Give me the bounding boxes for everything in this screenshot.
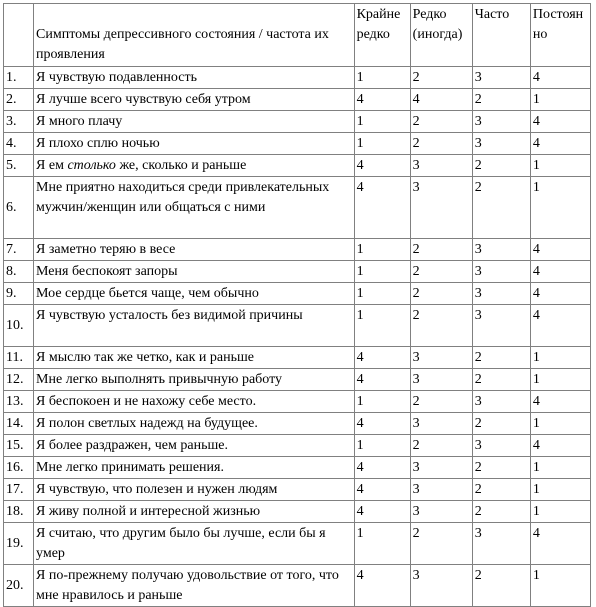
score-cell: 3 xyxy=(472,305,530,347)
score-cell: 1 xyxy=(354,283,410,305)
score-cell: 3 xyxy=(410,479,472,501)
symptom-text-part: Мне легко выполнять привычную работу xyxy=(36,372,283,387)
score-cell: 4 xyxy=(354,89,410,111)
score-cell: 2 xyxy=(410,239,472,261)
table-row xyxy=(4,565,591,607)
symptom-text xyxy=(34,501,355,523)
symptom-text-part: Я ем xyxy=(36,158,68,173)
symptom-text xyxy=(34,111,355,133)
score-cell: 1 xyxy=(530,89,590,111)
score-cell: 3 xyxy=(472,133,530,155)
symptom-text-part: Я чувствую подавленность xyxy=(36,70,197,85)
score-cell: 4 xyxy=(354,565,410,607)
symptom-text-part: Я мыслю так же четко, как и раньше xyxy=(36,350,254,365)
symptom-text-part: Меня беспокоят запоры xyxy=(36,264,178,279)
score-cell: 1 xyxy=(354,435,410,457)
score-cell: 2 xyxy=(410,283,472,305)
score-cell: 3 xyxy=(410,413,472,435)
score-cell: 4 xyxy=(354,347,410,369)
table-row xyxy=(4,133,591,155)
table-row xyxy=(4,177,591,239)
score-cell: 1 xyxy=(530,501,590,523)
score-cell: 1 xyxy=(354,111,410,133)
symptom-text-part: Я много плачу xyxy=(36,114,123,129)
score-cell: 3 xyxy=(410,177,472,239)
table-row xyxy=(4,457,591,479)
symptom-text xyxy=(34,369,355,391)
row-number: 12. xyxy=(4,369,34,391)
row-number: 20. xyxy=(4,565,34,607)
row-number: 4. xyxy=(4,133,34,155)
score-cell: 3 xyxy=(410,457,472,479)
row-number: 18. xyxy=(4,501,34,523)
table-row xyxy=(4,479,591,501)
score-cell: 1 xyxy=(530,565,590,607)
score-cell: 4 xyxy=(354,457,410,479)
symptom-text-part: Мне приятно находиться среди привлекательных мужчин/женщин или общаться с ними xyxy=(36,180,330,215)
table-row xyxy=(4,413,591,435)
score-cell: 1 xyxy=(354,67,410,89)
score-cell: 1 xyxy=(530,347,590,369)
symptom-text xyxy=(34,283,355,305)
row-number: 6. xyxy=(4,177,34,239)
score-cell: 2 xyxy=(472,479,530,501)
score-cell: 1 xyxy=(530,369,590,391)
score-cell: 1 xyxy=(354,523,410,565)
row-number: 17. xyxy=(4,479,34,501)
score-cell: 4 xyxy=(530,305,590,347)
score-cell: 2 xyxy=(472,89,530,111)
score-cell: 3 xyxy=(472,391,530,413)
score-cell: 3 xyxy=(410,347,472,369)
header-col-constantly: Постоянно xyxy=(530,4,590,67)
score-cell: 4 xyxy=(530,261,590,283)
score-cell: 2 xyxy=(410,523,472,565)
symptom-text xyxy=(34,479,355,501)
score-cell: 3 xyxy=(472,435,530,457)
score-cell: 4 xyxy=(354,479,410,501)
table-row xyxy=(4,347,591,369)
score-cell: 4 xyxy=(354,155,410,177)
symptom-text-part: Я беспокоен и не нахожу себе место. xyxy=(36,394,257,409)
score-cell: 4 xyxy=(530,239,590,261)
symptom-text-part: Я полон светлых надежд на будущее. xyxy=(36,416,258,431)
symptom-text xyxy=(34,435,355,457)
score-cell: 1 xyxy=(530,155,590,177)
score-cell: 3 xyxy=(410,369,472,391)
table-row xyxy=(4,435,591,457)
symptom-text-part: же, сколько и раньше xyxy=(115,158,247,173)
table-row xyxy=(4,261,591,283)
score-cell: 3 xyxy=(472,283,530,305)
row-number: 14. xyxy=(4,413,34,435)
score-cell: 3 xyxy=(472,239,530,261)
row-number: 11. xyxy=(4,347,34,369)
score-cell: 2 xyxy=(472,565,530,607)
row-number: 15. xyxy=(4,435,34,457)
score-cell: 3 xyxy=(410,565,472,607)
score-cell: 2 xyxy=(472,347,530,369)
score-cell: 3 xyxy=(472,261,530,283)
symptom-text-part: Я лучше всего чувствую себя утром xyxy=(36,92,251,107)
score-cell: 4 xyxy=(354,501,410,523)
header-col-rarely: Редко (иногда) xyxy=(410,4,472,67)
score-cell: 3 xyxy=(410,501,472,523)
header-col-extremely-rarely: Крайне редко xyxy=(354,4,410,67)
table-row xyxy=(4,369,591,391)
score-cell: 2 xyxy=(472,369,530,391)
score-cell: 1 xyxy=(354,133,410,155)
score-cell: 2 xyxy=(472,155,530,177)
symptom-text xyxy=(34,133,355,155)
row-number: 5. xyxy=(4,155,34,177)
symptom-text xyxy=(34,239,355,261)
score-cell: 4 xyxy=(354,177,410,239)
score-cell: 1 xyxy=(354,305,410,347)
score-cell: 2 xyxy=(472,177,530,239)
table-row xyxy=(4,111,591,133)
row-number: 1. xyxy=(4,67,34,89)
table-row xyxy=(4,67,591,89)
depression-scale-table xyxy=(3,3,591,607)
score-cell: 4 xyxy=(530,67,590,89)
row-number: 16. xyxy=(4,457,34,479)
score-cell: 2 xyxy=(472,413,530,435)
symptom-text xyxy=(34,565,355,607)
score-cell: 4 xyxy=(530,133,590,155)
symptom-text-emphasis: столько xyxy=(67,158,116,173)
symptom-text-part: Я по-прежнему получаю удовольствие от того, что мне нравилось и раньше xyxy=(36,568,339,603)
score-cell: 4 xyxy=(354,369,410,391)
table-row xyxy=(4,89,591,111)
score-cell: 2 xyxy=(410,67,472,89)
symptom-text-part: Мое сердце бьется чаще, чем обычно xyxy=(36,286,259,301)
score-cell: 3 xyxy=(410,155,472,177)
score-cell: 1 xyxy=(354,239,410,261)
symptom-text-part: Я живу полной и интересной жизнью xyxy=(36,504,261,519)
score-cell: 4 xyxy=(410,89,472,111)
symptom-text xyxy=(34,523,355,565)
symptom-text-part: Я более раздражен, чем раньше. xyxy=(36,438,228,453)
row-number: 2. xyxy=(4,89,34,111)
header-col-often: Часто xyxy=(472,4,530,67)
symptom-text xyxy=(34,261,355,283)
score-cell: 3 xyxy=(472,523,530,565)
score-cell: 2 xyxy=(410,435,472,457)
symptom-text-part: Я считаю, что другим было бы лучше, если бы я умер xyxy=(36,526,326,561)
score-cell: 4 xyxy=(530,435,590,457)
symptom-text xyxy=(34,89,355,111)
score-cell: 2 xyxy=(410,305,472,347)
table-row xyxy=(4,501,591,523)
header-symptoms: Симптомы депрессивного состояния / частота их проявления xyxy=(34,4,355,67)
score-cell: 2 xyxy=(472,501,530,523)
symptom-text xyxy=(34,67,355,89)
score-cell: 3 xyxy=(472,111,530,133)
score-cell: 1 xyxy=(530,177,590,239)
table-row xyxy=(4,523,591,565)
score-cell: 1 xyxy=(354,261,410,283)
symptom-text-part: Я плохо сплю ночью xyxy=(36,136,160,151)
score-cell: 1 xyxy=(354,391,410,413)
header-row xyxy=(4,4,591,67)
score-cell: 1 xyxy=(530,413,590,435)
symptom-text xyxy=(34,177,355,239)
score-cell: 4 xyxy=(530,391,590,413)
score-cell: 1 xyxy=(530,457,590,479)
table-row xyxy=(4,239,591,261)
row-number: 7. xyxy=(4,239,34,261)
symptom-text-part: Мне легко принимать решения. xyxy=(36,460,224,475)
symptom-text xyxy=(34,155,355,177)
table-row xyxy=(4,305,591,347)
symptom-text xyxy=(34,391,355,413)
row-number: 9. xyxy=(4,283,34,305)
score-cell: 4 xyxy=(530,111,590,133)
symptom-text xyxy=(34,347,355,369)
symptom-text-part: Я чувствую усталость без видимой причины xyxy=(36,308,303,323)
symptom-text xyxy=(34,413,355,435)
row-number: 19. xyxy=(4,523,34,565)
score-cell: 2 xyxy=(410,261,472,283)
symptom-text-part: Я заметно теряю в весе xyxy=(36,242,176,257)
score-cell: 1 xyxy=(530,479,590,501)
row-number: 3. xyxy=(4,111,34,133)
row-number: 8. xyxy=(4,261,34,283)
row-number: 13. xyxy=(4,391,34,413)
symptom-text xyxy=(34,305,355,347)
symptom-text xyxy=(34,457,355,479)
table-row xyxy=(4,155,591,177)
symptom-text-part: Я чувствую, что полезен и нужен людям xyxy=(36,482,278,497)
score-cell: 3 xyxy=(472,67,530,89)
score-cell: 2 xyxy=(410,391,472,413)
row-number: 10. xyxy=(4,305,34,347)
score-cell: 4 xyxy=(530,523,590,565)
score-cell: 2 xyxy=(410,133,472,155)
header-number-cell xyxy=(4,4,34,67)
score-cell: 2 xyxy=(410,111,472,133)
score-cell: 4 xyxy=(354,413,410,435)
score-cell: 4 xyxy=(530,283,590,305)
table-row xyxy=(4,391,591,413)
table-row xyxy=(4,283,591,305)
score-cell: 2 xyxy=(472,457,530,479)
